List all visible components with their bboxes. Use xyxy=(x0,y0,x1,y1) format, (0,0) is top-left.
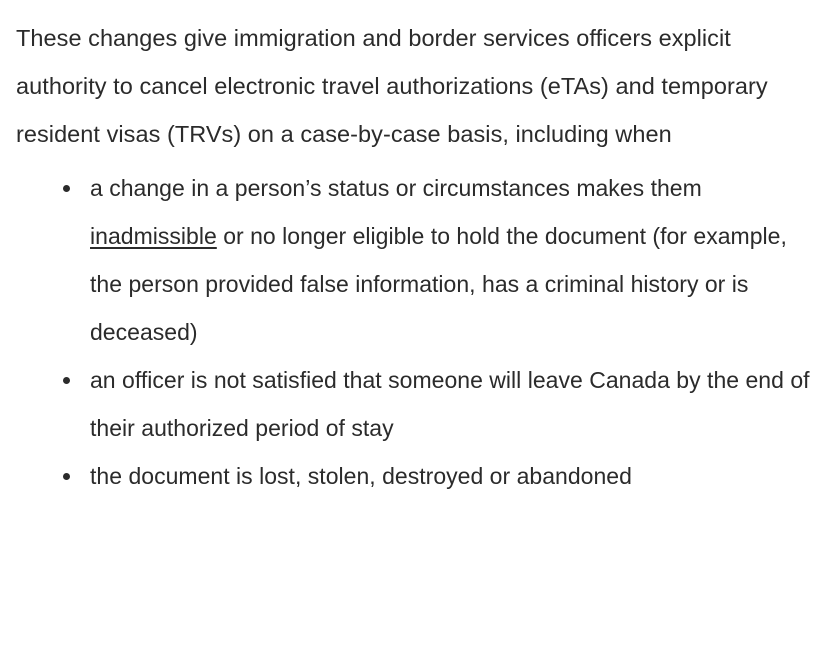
list-item-text-before-link: an officer is not satisfied that someone will leave Canada by the end of their authorized period of stay xyxy=(90,367,810,441)
list-item xyxy=(54,356,812,452)
inadmissible-link[interactable]: inadmissible xyxy=(90,223,217,249)
list-item xyxy=(54,452,812,500)
list-item xyxy=(54,164,812,356)
list-item-text-before-link: the document is lost, stolen, destroyed or abandoned xyxy=(90,463,632,489)
cancellation-reasons-list xyxy=(16,164,812,500)
list-item-text-after-link: or no longer eligible to hold the document (for example, the person provided false information, has a criminal history or is deceased) xyxy=(90,223,787,345)
list-item-text-before-link: a change in a person’s status or circumstances makes them xyxy=(90,175,702,201)
intro-paragraph: These changes give immigration and border services officers explicit authority to cancel electronic travel authorizations (eTAs) and temporary resident visas (TRVs) on a case-by-case basis, including when xyxy=(16,25,768,147)
